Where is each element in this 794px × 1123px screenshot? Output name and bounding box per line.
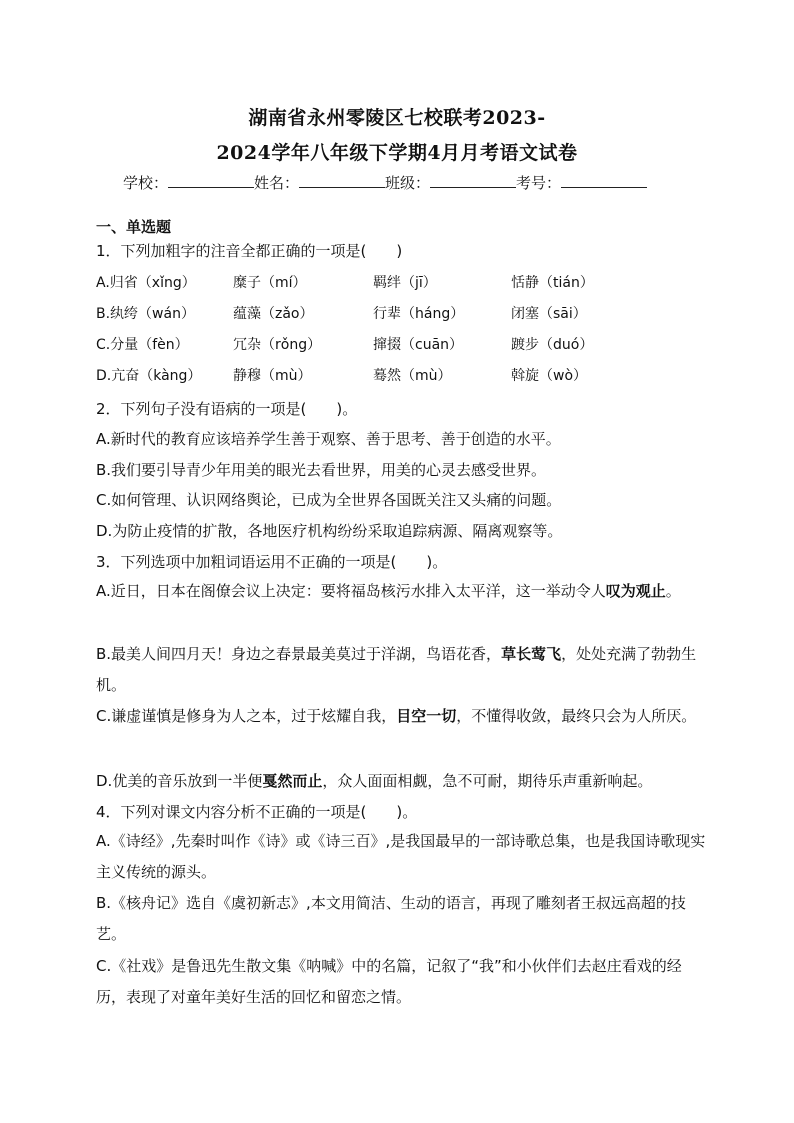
q1-b-item2: 蕴藻（zǎo） — [233, 306, 314, 322]
q2-option-c: C.如何管理、认识网络舆论，已成为全世界各国既关注又头痛的问题。 — [96, 491, 562, 509]
q3-c-bold-term: 目空一切 — [396, 707, 457, 725]
q4-stem: 4．下列对课文内容分析不正确的一项是( )。 — [96, 803, 418, 821]
q3-option-c — [96, 701, 706, 732]
q1-a-item1: A.归省（xǐng） — [96, 275, 196, 291]
q3-d-text: D.优美的音乐放到一半便 — [96, 772, 263, 790]
q1-c-item3: 撺掇（cuān） — [373, 337, 464, 353]
q3-a-text: A.近日，日本在阁僚会议上决定：要将福岛核污水排入太平洋，这一举动令人 — [96, 582, 606, 600]
q1-d-item4: 斡旋（wò） — [511, 368, 588, 384]
school-label: 学校： — [123, 174, 169, 192]
q1-c-item4: 踱步（duó） — [511, 337, 594, 353]
q3-a-end: 。 — [665, 582, 681, 600]
q3-d-end: ，众人面面相觑，急不可耐，期待乐声重新响起。 — [322, 772, 653, 790]
class-label: 班级： — [385, 174, 431, 192]
q1-c-item2: 冗杂（rǒng） — [233, 337, 322, 353]
exam-title-line2: 2024学年八年级下学期4月月考语文试卷 — [216, 142, 578, 164]
school-blank — [168, 173, 254, 188]
q2-option-b: B.我们要引导青少年用美的眼光去看世界，用美的心灵去感受世界。 — [96, 461, 547, 479]
q3-d-bold-term: 戛然而止 — [262, 772, 323, 790]
q1-a-item4: 恬静（tián） — [511, 275, 594, 291]
q3-stem: 3．下列选项中加粗词语运用不正确的一项是( )。 — [96, 553, 448, 571]
q2-option-d: D.为防止疫情的扩散，各地医疗机构纷纷采取追踪病源、隔离观察等。 — [96, 522, 563, 540]
q4-option-c: C.《社戏》是鲁迅先生散文集《呐喊》中的名篇，记叙了“我”和小伙伴们去赵庄看戏的经历，表现了对童年美好生活的回忆和留恋之情。 — [96, 957, 682, 1006]
q3-b-bold-term: 草长莺飞 — [501, 645, 562, 663]
q1-c-item1: C.分量（fèn） — [96, 337, 189, 353]
q3-b-text: B.最美人间四月天！身边之春景最美莫过于洋湖，鸟语花香， — [96, 645, 502, 663]
q3-option-b — [96, 639, 706, 701]
q1-b-item1: B.纨绔（wán） — [96, 306, 195, 322]
q1-d-item1: D.亢奋（kàng） — [96, 368, 202, 384]
exam-title-line1: 湖南省永州零陵区七校联考2023- — [248, 107, 546, 129]
q1-a-item2: 糜子（mí） — [233, 275, 307, 291]
q1-d-item3: 蓦然（mù） — [373, 368, 452, 384]
q1-a-item3: 羁绊（jī） — [373, 275, 437, 291]
q3-c-text: C.谦虚谨慎是修身为人之本，过于炫耀自我， — [96, 707, 397, 725]
q2-stem: 2．下列句子没有语病的一项是( )。 — [96, 400, 358, 418]
q3-option-a — [96, 576, 706, 607]
q3-option-d — [96, 770, 652, 791]
q4-option-a: A.《诗经》,先秦时叫作《诗》或《诗三百》,是我国最早的一部诗歌总集，也是我国诗歌现实主义传统的源头。 — [96, 832, 706, 881]
q1-stem: 1．下列加粗字的注音全都正确的一项是( ) — [96, 242, 403, 260]
q2-option-a: A.新时代的教育应该培养学生善于观察、善于思考、善于创造的水平。 — [96, 430, 561, 448]
q3-b-end: ，处处充满了勃勃生机。 — [96, 645, 697, 694]
name-blank — [299, 173, 385, 188]
q3-c-end: ，不懂得收敛，最终只会为人所厌。 — [456, 707, 697, 725]
q1-d-item2: 静穆（mù） — [233, 368, 312, 384]
q4-option-b: B.《核舟记》选自《虞初新志》,本文用简洁、生动的语言，再现了雕刻者王叔远高超的技艺。 — [96, 894, 686, 943]
number-label: 考号： — [516, 174, 562, 192]
q1-b-item4: 闭塞（sāi） — [511, 306, 587, 322]
name-label: 姓名： — [254, 174, 300, 192]
q1-b-item3: 行辈（háng） — [373, 306, 465, 322]
class-blank — [430, 173, 516, 188]
q3-a-bold-term: 叹为观止 — [605, 582, 666, 600]
section-heading: 一、单选题 — [96, 218, 172, 236]
number-blank — [561, 173, 647, 188]
student-info-row — [123, 172, 647, 193]
